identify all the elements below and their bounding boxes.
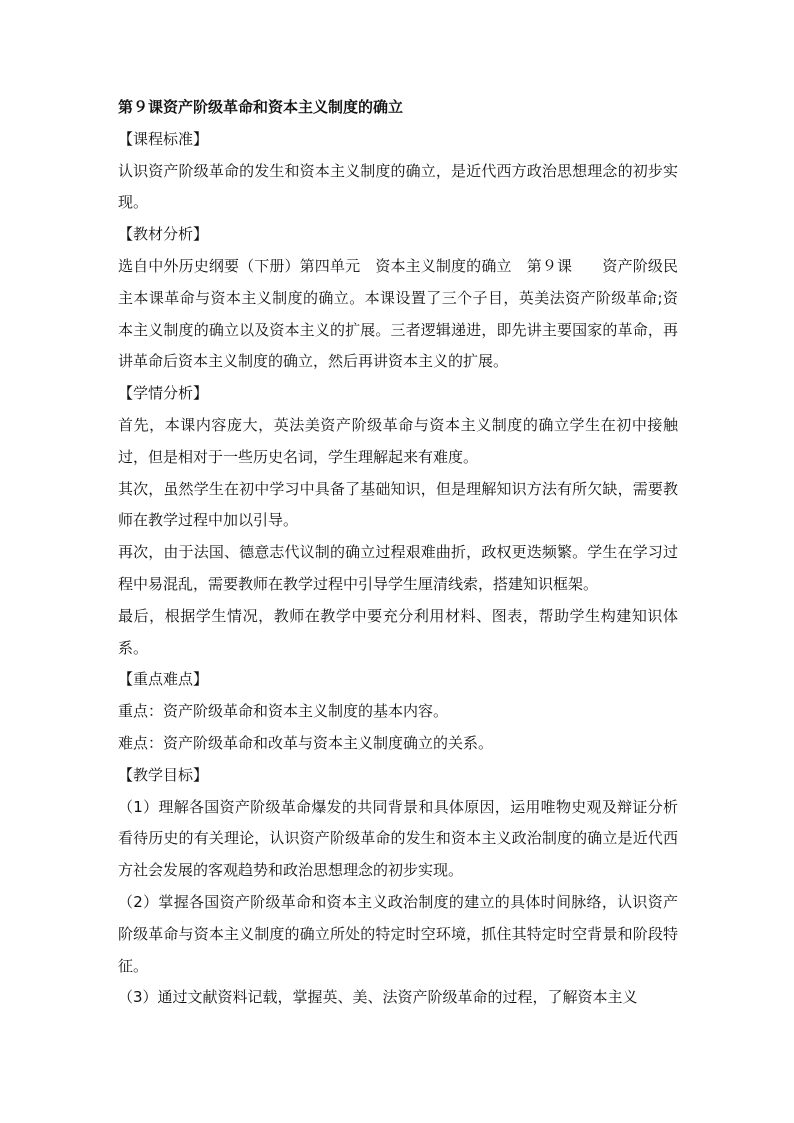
document-title: 第９课资产阶级革命和资本主义制度的确立 [118,98,404,116]
paragraph: 认识资产阶级革命的发生和资本主义制度的确立，是近代西方政治思想理念的初步实现。 [118,161,678,212]
paragraph: 选自中外历史纲要（下册）第四单元 资本主义制度的确立 第９课 资产阶级民主本课革命与资本主义制度的确立。本课设置了三个子目，英美法资产阶级革命;资本主义制度的确立以及资本主义的扩展。三者逻辑递进，即先讲主要国家的革命，再讲革命后资本主义制度的确立，然后再讲资本主义的扩展。 [118,256,678,371]
section-heading-textbook-analysis: 【教材分析】 [118,225,209,244]
paragraph: （1）理解各国资产阶级革命爆发的共同背景和具体原因，运用唯物史观及辩证分析看待历史的有关理论，认识资产阶级革命的发生和资本主义政治制度的确立是近代西方社会发展的客观趋势和政治思想理念的初步实现。 [118,797,678,880]
section-heading-curriculum-standard: 【课程标准】 [118,129,209,148]
paragraph: 重点：资产阶级革命和资本主义制度的基本内容。 [118,702,449,721]
paragraph: （3）通过文献资料记载，掌握英、美、法资产阶级革命的过程，了解资本主义 [118,988,638,1007]
document-page [118,92,678,1014]
paragraph: 再次，由于法国、德意志代议制的确立过程艰难曲折，政权更迭频繁。学生在学习过程中易混乱，需要教师在教学过程中引导学生厘清线索，搭建知识框架。 [118,543,678,593]
paragraph: 难点：资产阶级革命和改革与资本主义制度确立的关系。 [118,733,494,752]
section-heading-teaching-objectives: 【教学目标】 [118,765,209,784]
section-heading-learner-analysis: 【学情分析】 [118,384,209,403]
paragraph: 其次，虽然学生在初中学习中具备了基础知识，但是理解知识方法有所欠缺，需要教师在教学过程中加以引导。 [118,479,678,530]
paragraph: （2）掌握各国资产阶级革命和资本主义政治制度的建立的具体时间脉络，认识资产阶级革命与资本主义制度的确立所处的特定时空环境，抓住其特定时空背景和阶段特征。 [118,892,678,975]
paragraph: 最后，根据学生情况，教师在教学中要充分利用材料、图表，帮助学生构建知识体系。 [118,606,678,657]
section-heading-key-difficult-points: 【重点难点】 [118,670,209,689]
paragraph: 首先，本课内容庞大，英法美资产阶级革命与资本主义制度的确立学生在初中接触过，但是相对于一些历史名词，学生理解起来有难度。 [118,415,678,466]
